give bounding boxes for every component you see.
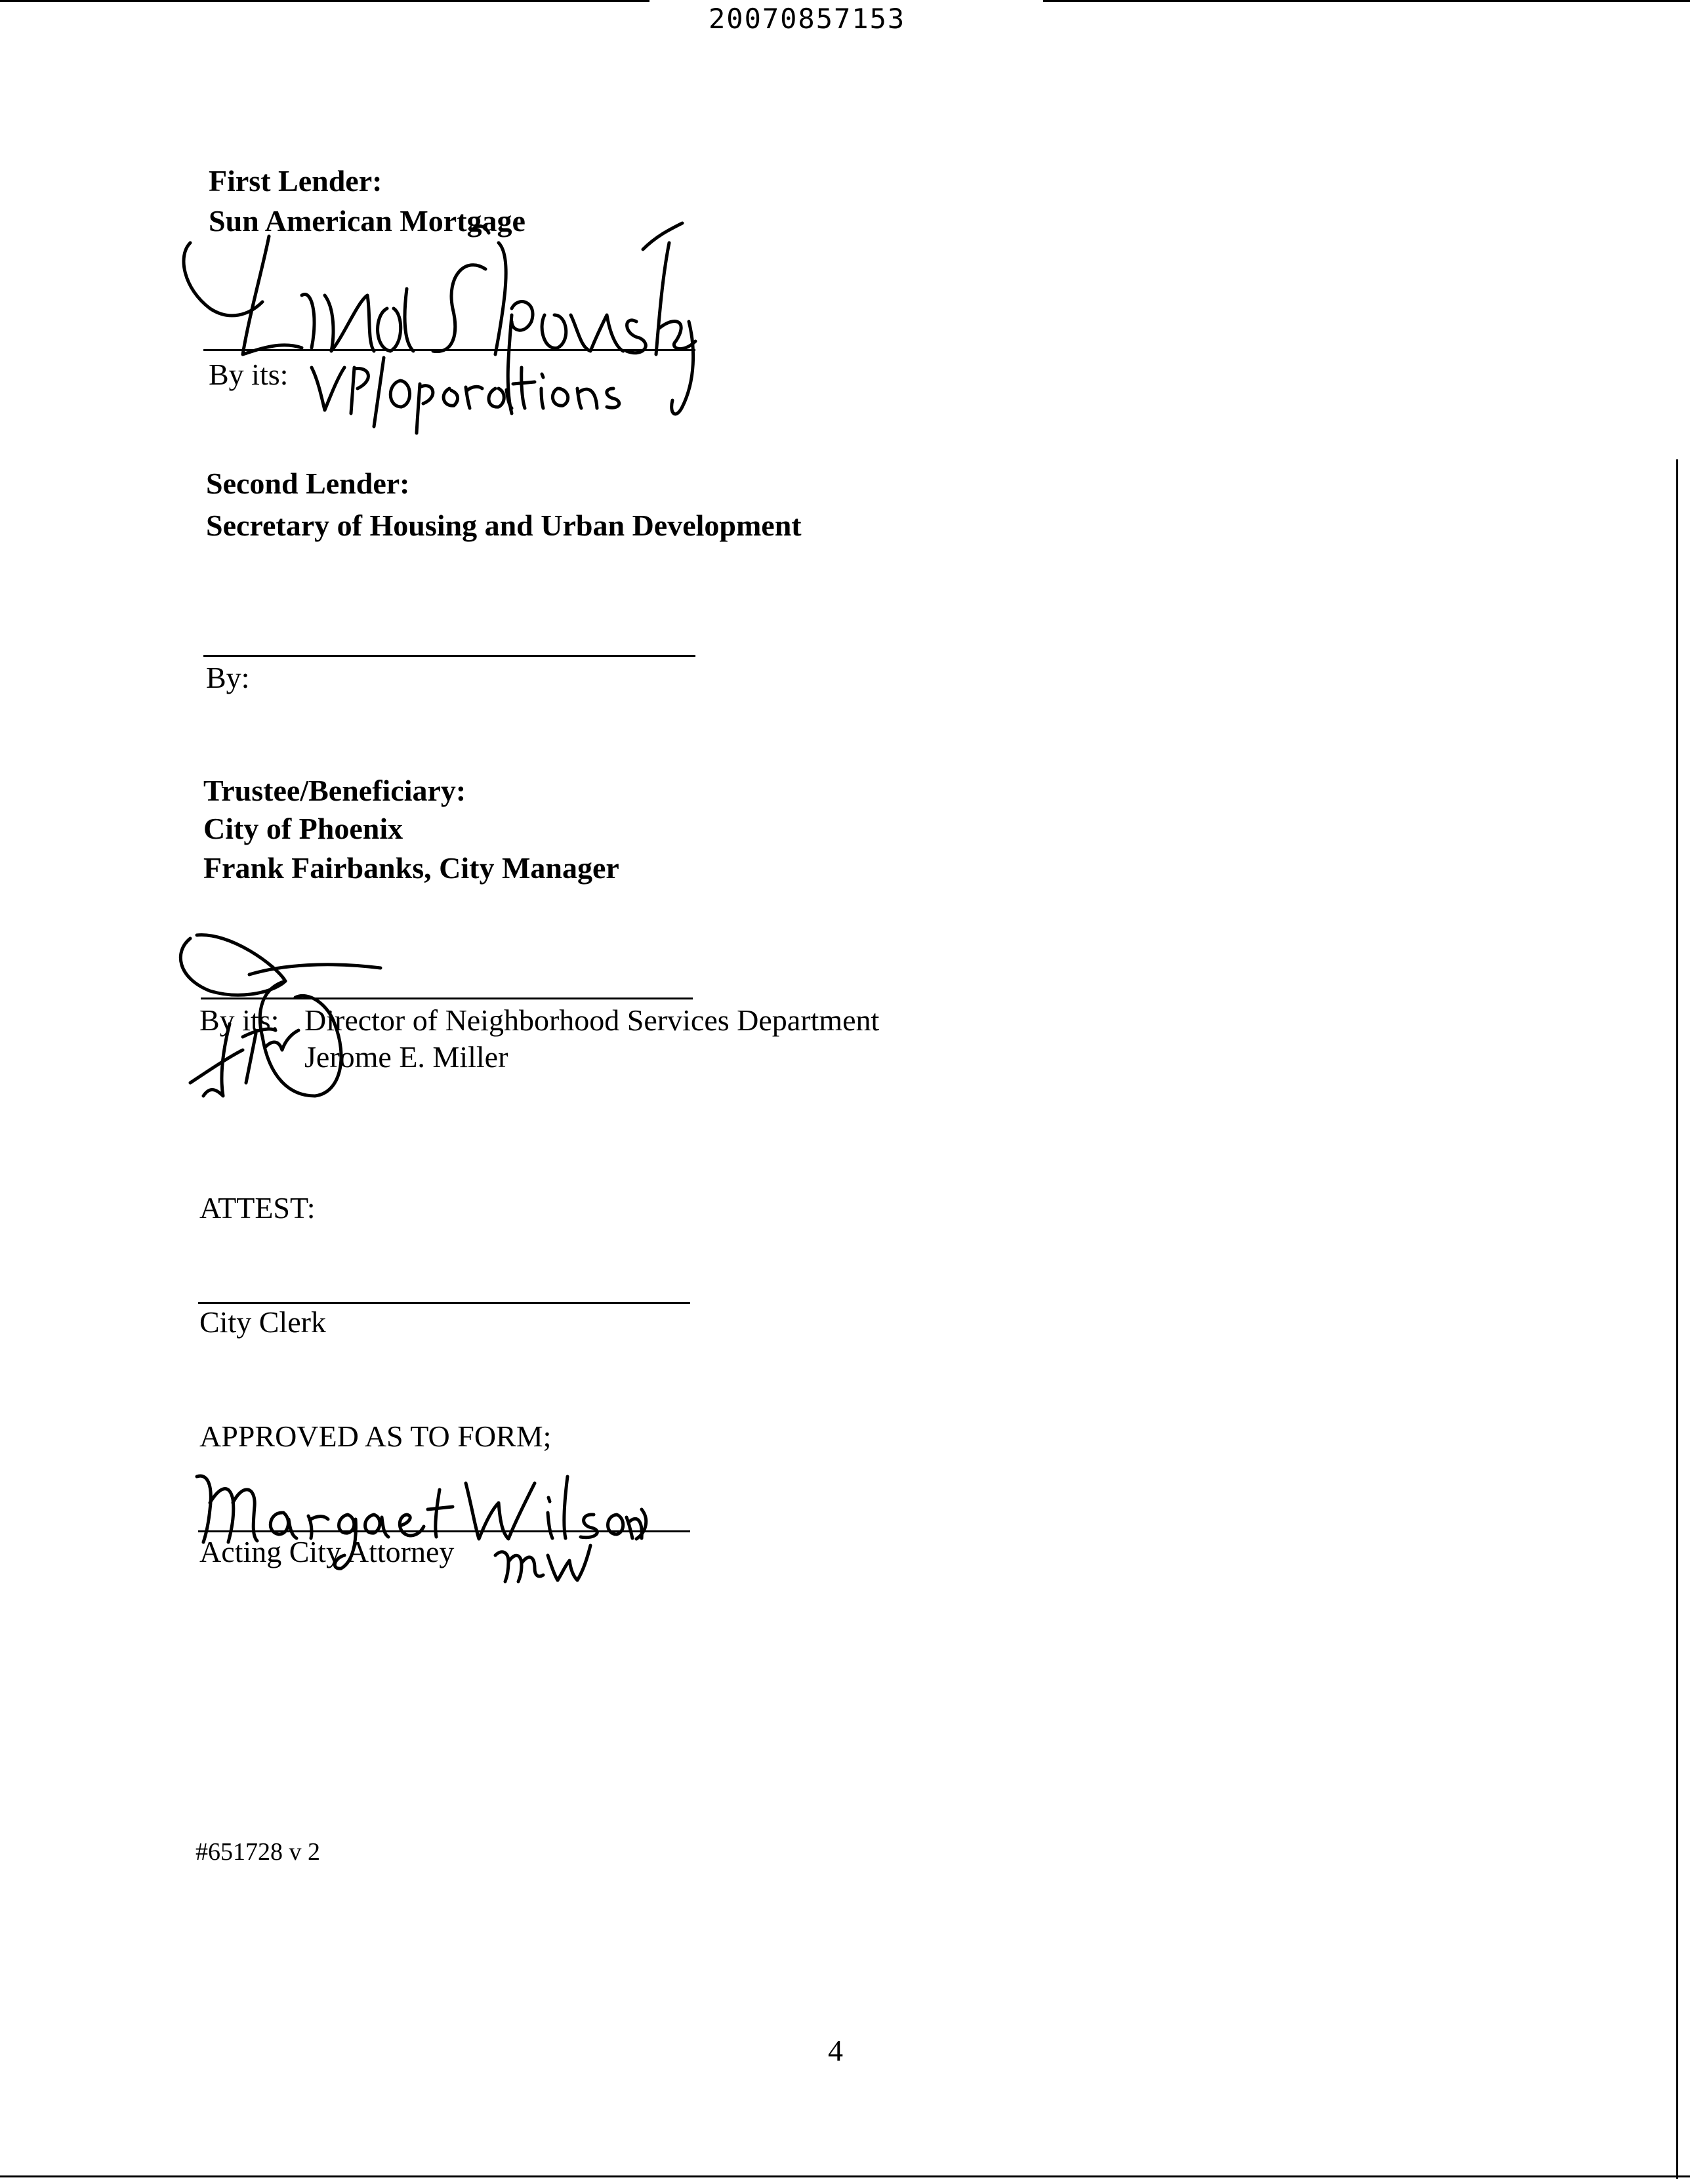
document-number: 20070857153: [709, 3, 906, 35]
scan-edge-top-right: [1043, 0, 1690, 2]
scan-edge-right: [1676, 459, 1678, 2179]
page-number: 4: [828, 2034, 843, 2067]
scan-edge-top-left: [0, 0, 649, 2]
second-lender-heading: Second Lender:: [206, 467, 410, 500]
trustee-heading: Trustee/Beneficiary:: [203, 774, 466, 807]
scan-edge-bottom: [0, 2175, 1690, 2177]
second-lender-signature-line: [203, 655, 695, 657]
trustee-name: City of Phoenix: [203, 812, 403, 845]
trustee-manager: Frank Fairbanks, City Manager: [203, 851, 619, 885]
document-reference: #651728 v 2: [196, 1838, 320, 1866]
trustee-title: Director of Neighborhood Services Department: [304, 1003, 880, 1037]
trustee-signature-line: [201, 998, 693, 999]
second-lender-name: Secretary of Housing and Urban Development: [206, 509, 802, 542]
attest-role: City Clerk: [199, 1305, 326, 1339]
second-lender-by-label: By:: [206, 661, 250, 694]
trustee-signer: Jerome E. Miller: [304, 1040, 508, 1074]
approval-role: Acting City Attorney: [199, 1535, 455, 1568]
approval-label: APPROVED AS TO FORM;: [199, 1419, 552, 1453]
first-lender-signature: [171, 217, 709, 433]
first-lender-by-label: By its:: [209, 358, 289, 391]
approval-initials: [492, 1536, 597, 1588]
first-lender-signature-line: [203, 349, 695, 351]
first-lender-heading: First Lender:: [209, 164, 382, 198]
trustee-by-label: By its:: [199, 1003, 279, 1037]
first-lender-name: Sun American Mortgage: [209, 204, 526, 238]
attest-label: ATTEST:: [199, 1191, 316, 1225]
